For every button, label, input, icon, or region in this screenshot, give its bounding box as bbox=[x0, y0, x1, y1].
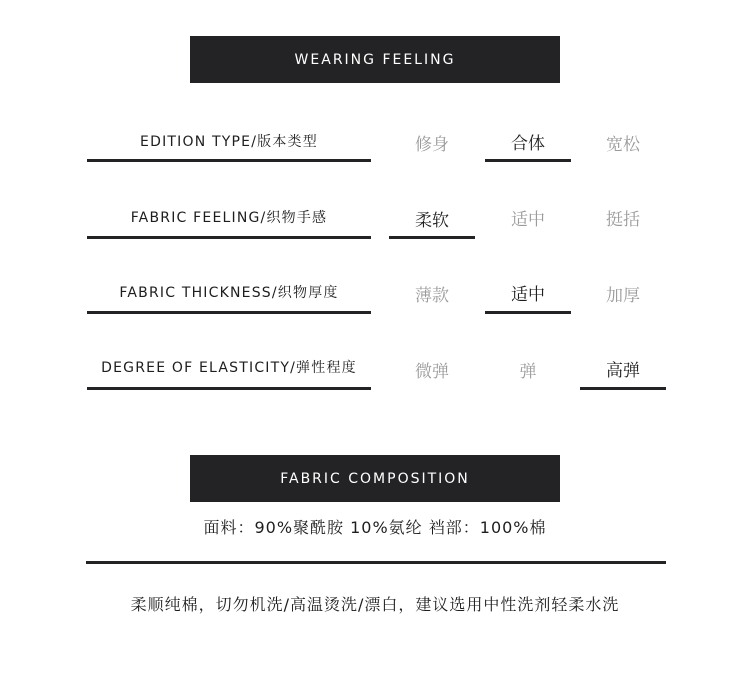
fabric-thickness-option-2-selected: 适中 bbox=[511, 285, 545, 305]
fabric-composition-text: 面料：90%聚酰胺 10%氨纶 裆部：100%棉 bbox=[203, 518, 547, 537]
edition-type-underline bbox=[87, 159, 371, 162]
section-divider bbox=[86, 561, 666, 564]
edition-type-option-2-selected: 合体 bbox=[511, 134, 545, 154]
fabric-thickness-label: FABRIC THICKNESS/织物厚度 bbox=[119, 285, 339, 301]
fabric-feeling-option-2: 适中 bbox=[511, 210, 545, 230]
elasticity-underline bbox=[87, 387, 371, 390]
fabric-composition-title: FABRIC COMPOSITION bbox=[280, 470, 470, 487]
fabric-thickness-option-3: 加厚 bbox=[606, 286, 640, 306]
fabric-feeling-option-3: 挺括 bbox=[606, 210, 640, 230]
fabric-feeling-option-1-selected: 柔软 bbox=[415, 211, 449, 231]
wearing-feeling-banner bbox=[190, 36, 560, 83]
fabric-feeling-selected-underline bbox=[389, 236, 475, 239]
elasticity-option-1: 微弹 bbox=[415, 362, 449, 382]
wearing-feeling-title: WEARING FEELING bbox=[294, 51, 456, 68]
fabric-feeling-label: FABRIC FEELING/织物手感 bbox=[130, 210, 328, 226]
edition-type-option-3: 宽松 bbox=[606, 135, 640, 155]
edition-type-selected-underline bbox=[485, 159, 571, 162]
edition-type-label: EDITION TYPE/版本类型 bbox=[140, 134, 318, 150]
edition-type-option-1: 修身 bbox=[415, 135, 449, 155]
elasticity-option-3-selected: 高弹 bbox=[606, 361, 640, 381]
care-instructions-text: 柔顺纯棉，切勿机洗/高温烫洗/漂白，建议选用中性洗剂轻柔水洗 bbox=[130, 595, 620, 614]
elasticity-label: DEGREE OF ELASTICITY/弹性程度 bbox=[101, 360, 357, 376]
fabric-thickness-selected-underline bbox=[485, 311, 571, 314]
fabric-thickness-option-1: 薄款 bbox=[415, 286, 449, 306]
elasticity-selected-underline bbox=[580, 387, 666, 390]
fabric-feeling-underline bbox=[87, 236, 371, 239]
elasticity-option-2: 弹 bbox=[519, 362, 537, 382]
fabric-composition-banner bbox=[190, 455, 560, 502]
fabric-thickness-underline bbox=[87, 311, 371, 314]
